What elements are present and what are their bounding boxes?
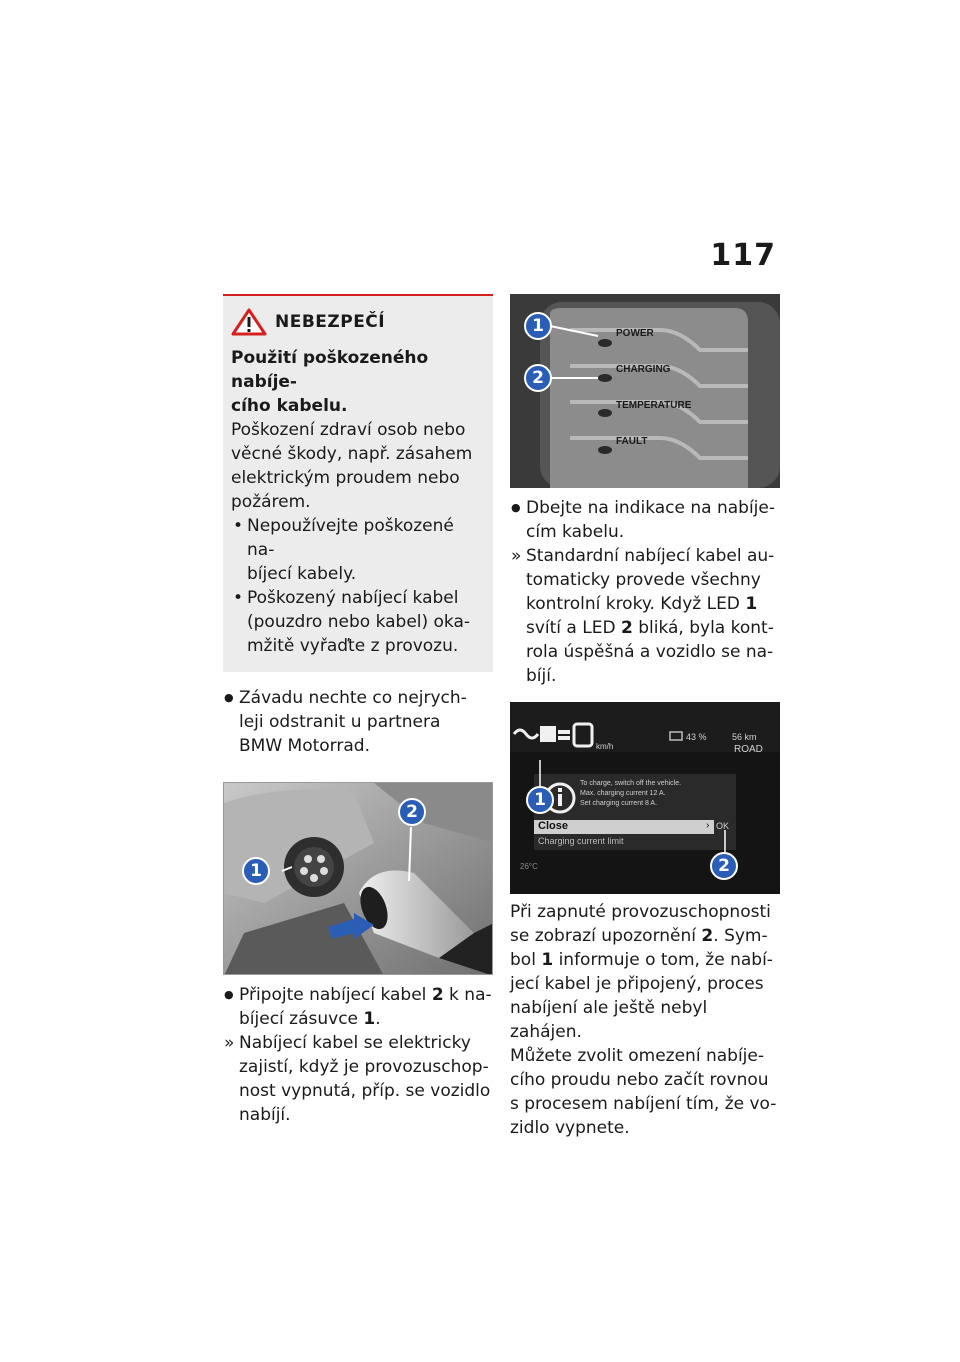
danger-body-line: požárem. <box>231 492 311 512</box>
danger-heading-line: Použití poškozeného nabíje- <box>231 348 429 392</box>
right-column <box>510 294 780 1140</box>
callout-1: 1 <box>526 786 554 814</box>
left-column <box>223 294 493 1127</box>
battery-level: 43 % <box>686 732 707 742</box>
list-item: ● Připojte nabíjecí kabel 2 k na- bíjecí zásuvce 1. <box>223 983 493 1031</box>
temperature: 26°C <box>520 862 538 871</box>
led-label-fault: FAULT <box>616 436 648 447</box>
led-panel-image <box>510 294 780 488</box>
warning-triangle-icon <box>231 308 267 336</box>
riding-mode: ROAD <box>734 744 763 755</box>
menu-close: Close <box>538 820 568 832</box>
danger-bullets <box>231 514 483 658</box>
callout-1: 1 <box>242 857 270 885</box>
chevron-right-icon: › <box>706 820 710 831</box>
led-label-temperature: TEMPERATURE <box>616 400 692 411</box>
led-step <box>510 496 780 544</box>
ok-label: OK <box>716 821 730 831</box>
danger-body-line: věcné škody, např. zásahem <box>231 444 473 464</box>
menu-charging-limit: Charging current limit <box>538 836 624 846</box>
danger-header <box>231 308 483 336</box>
message-line: Set charging current 8 A. <box>580 800 658 807</box>
message-line: To charge, switch off the vehicle. <box>580 780 682 787</box>
led-label-power: POWER <box>616 328 654 339</box>
callout-2: 2 <box>398 798 426 826</box>
danger-body-line: Poškození zdraví osob nebo <box>231 420 466 440</box>
speed-unit: km/h <box>596 742 614 751</box>
page-number: 117 <box>710 238 776 273</box>
connect-result: » Nabíjecí kabel se elektricky zajistí, když je provozuschop- nost vypnutá, příp. se vozidlo nabíjí. <box>223 1031 493 1127</box>
list-item: ● Dbejte na indikace na nabíje- cím kabelu. <box>510 496 780 544</box>
callout-2: 2 <box>710 852 738 880</box>
list-item: ● Závadu nechte co nejrych- leji odstranit u partnera BMW Motorrad. <box>223 686 493 758</box>
charging-plug-image <box>223 782 493 975</box>
callout-1: 1 <box>524 312 552 340</box>
led-label-charging: CHARGING <box>616 364 671 375</box>
danger-body-line: elektrickým proudem nebo <box>231 468 460 488</box>
callout-2: 2 <box>524 364 552 392</box>
danger-heading-line: cího kabelu. <box>231 396 348 416</box>
danger-title: NEBEZPEČÍ <box>275 312 386 332</box>
connect-step <box>223 983 493 1031</box>
led-result: » Standardní nabíjecí kabel au- tomaticky provede všechny kontrolní kroky. Když LED 1 svítí a LED 2 bliká, byla kont- rola úspěšná a vozidlo se na- bíjí. <box>510 544 780 688</box>
repair-step <box>223 686 493 758</box>
danger-bullet: • Poškozený nabíjecí kabel (pouzdro nebo kabel) oka- mžitě vyřaďte z provozu. <box>231 586 483 658</box>
danger-bullet: • Nepoužívejte poškozené na- bíjecí kabely. <box>231 514 483 586</box>
danger-box <box>223 294 493 672</box>
message-line: Max. charging current 12 A. <box>580 790 666 797</box>
range: 56 km <box>732 732 757 742</box>
display-explanation: Při zapnuté provozuschopnosti se zobrazí upozornění 2. Sym- bol 1 informuje o tom, že nabí- jecí kabel je připojený, proces nabíjení ale ještě nebyl zahájen. Můžete zvolit omezení nabíje- cího proudu nebo začít rovnou s procesem nabíjení tím, že vo- zidlo vypnete. <box>510 902 777 1138</box>
display-image <box>510 702 780 894</box>
